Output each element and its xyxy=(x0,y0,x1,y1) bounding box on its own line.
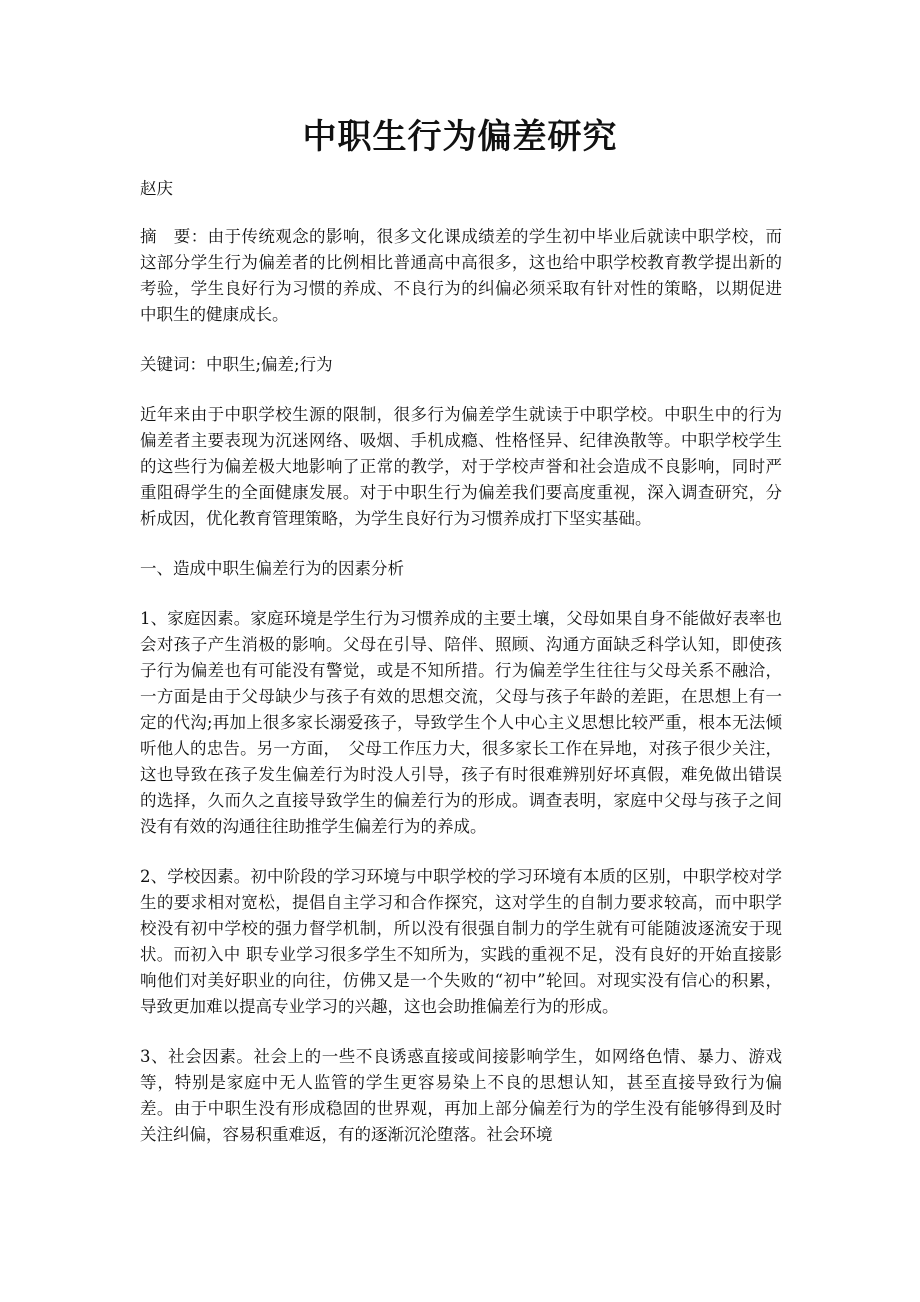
society-factor-paragraph: 3、社会因素。社会上的一些不良诱惑直接或间接影响学生，如网络色情、暴力、游戏等，特别是家庭中无人监管的学生更容易染上不良的思想认知，甚至直接导致行为偏差。由于中职生没有形成稳固的世界观，再加上部分偏差行为的学生没有能够得到及时关注纠偏，容易积重难返，有的逐渐沉沦堕落。社会环境 xyxy=(140,1047,782,1144)
abstract-paragraph: 摘 要：由于传统观念的影响，很多文化课成绩差的学生初中毕业后就读中职学校，而这部分学生行为偏差者的比例相比普通高中高很多，这也给中职学校教育教学提出新的考验，学生良好行为习惯的养成、不良行为的纠偏必须采取有针对性的策略，以期促进中职生的健康成长。 xyxy=(140,227,782,324)
section-heading: 一、造成中职生偏差行为的因素分析 xyxy=(140,559,404,578)
document-body xyxy=(140,176,782,1172)
author-name: 赵庆 xyxy=(140,179,173,198)
family-factor-paragraph: 1、家庭因素。家庭环境是学生行为习惯养成的主要土壤，父母如果自身不能做好表率也会对孩子产生消极的影响。父母在引导、陪伴、照顾、沟通方面缺乏科学认知，即使孩子行为偏差也有可能没有警觉，或是不知所措。行为偏差学生往往与父母关系不融洽，一方面是由于父母缺少与孩子有效的思想交流，父母与孩子年龄的差距，在思想上有一定的代沟;再加上很多家长溺爱孩子，导致学生个人中心主义思想比较严重，根本无法倾听他人的忠告。另一方面， 父母工作压力大，很多家长工作在异地，对孩子很少关注，这也导致在孩子发生偏差行为时没人引导，孩子有时很难辨别好坏真假，难免做出错误的选择，久而久之直接导致学生的偏差行为的形成。调查表明，家庭中父母与孩子之间没有有效的沟通往往助推学生偏差行为的养成。 xyxy=(140,609,782,836)
document-title: 中职生行为偏差研究 xyxy=(302,117,618,157)
keywords-line: 关键词：中职生;偏差;行为 xyxy=(140,355,333,374)
intro-paragraph: 近年来由于中职学校生源的限制，很多行为偏差学生就读于中职学校。中职生中的行为偏差者主要表现为沉迷网络、吸烟、手机成瘾、性格怪异、纪律涣散等。中职学校学生的这些行为偏差极大地影响了正常的教学，对于学校声誉和社会造成不良影响，同时严重阻碍学生的全面健康发展。对于中职生行为偏差我们要高度重视，深入调查研究，分析成因，优化教育管理策略，为学生良好行为习惯养成打下坚实基础。 xyxy=(140,405,782,528)
school-factor-paragraph: 2、学校因素。初中阶段的学习环境与中职学校的学习环境有本质的区别，中职学校对学生的要求相对宽松，提倡自主学习和合作探究，这对学生的自制力要求较高，而中职学校没有初中学校的强力督学机制，所以没有很强自制力的学生就有可能随波逐流安于现状。而初入中 职专业学习很多学生不知所为，实践的重视不足，没有良好的开始直接影响他们对美好职业的向往，仿佛又是一个失败的“初中”轮回。对现实没有信心的积累，导致更加难以提高专业学习的兴趣，这也会助推偏差行为的形成。 xyxy=(140,867,782,1016)
